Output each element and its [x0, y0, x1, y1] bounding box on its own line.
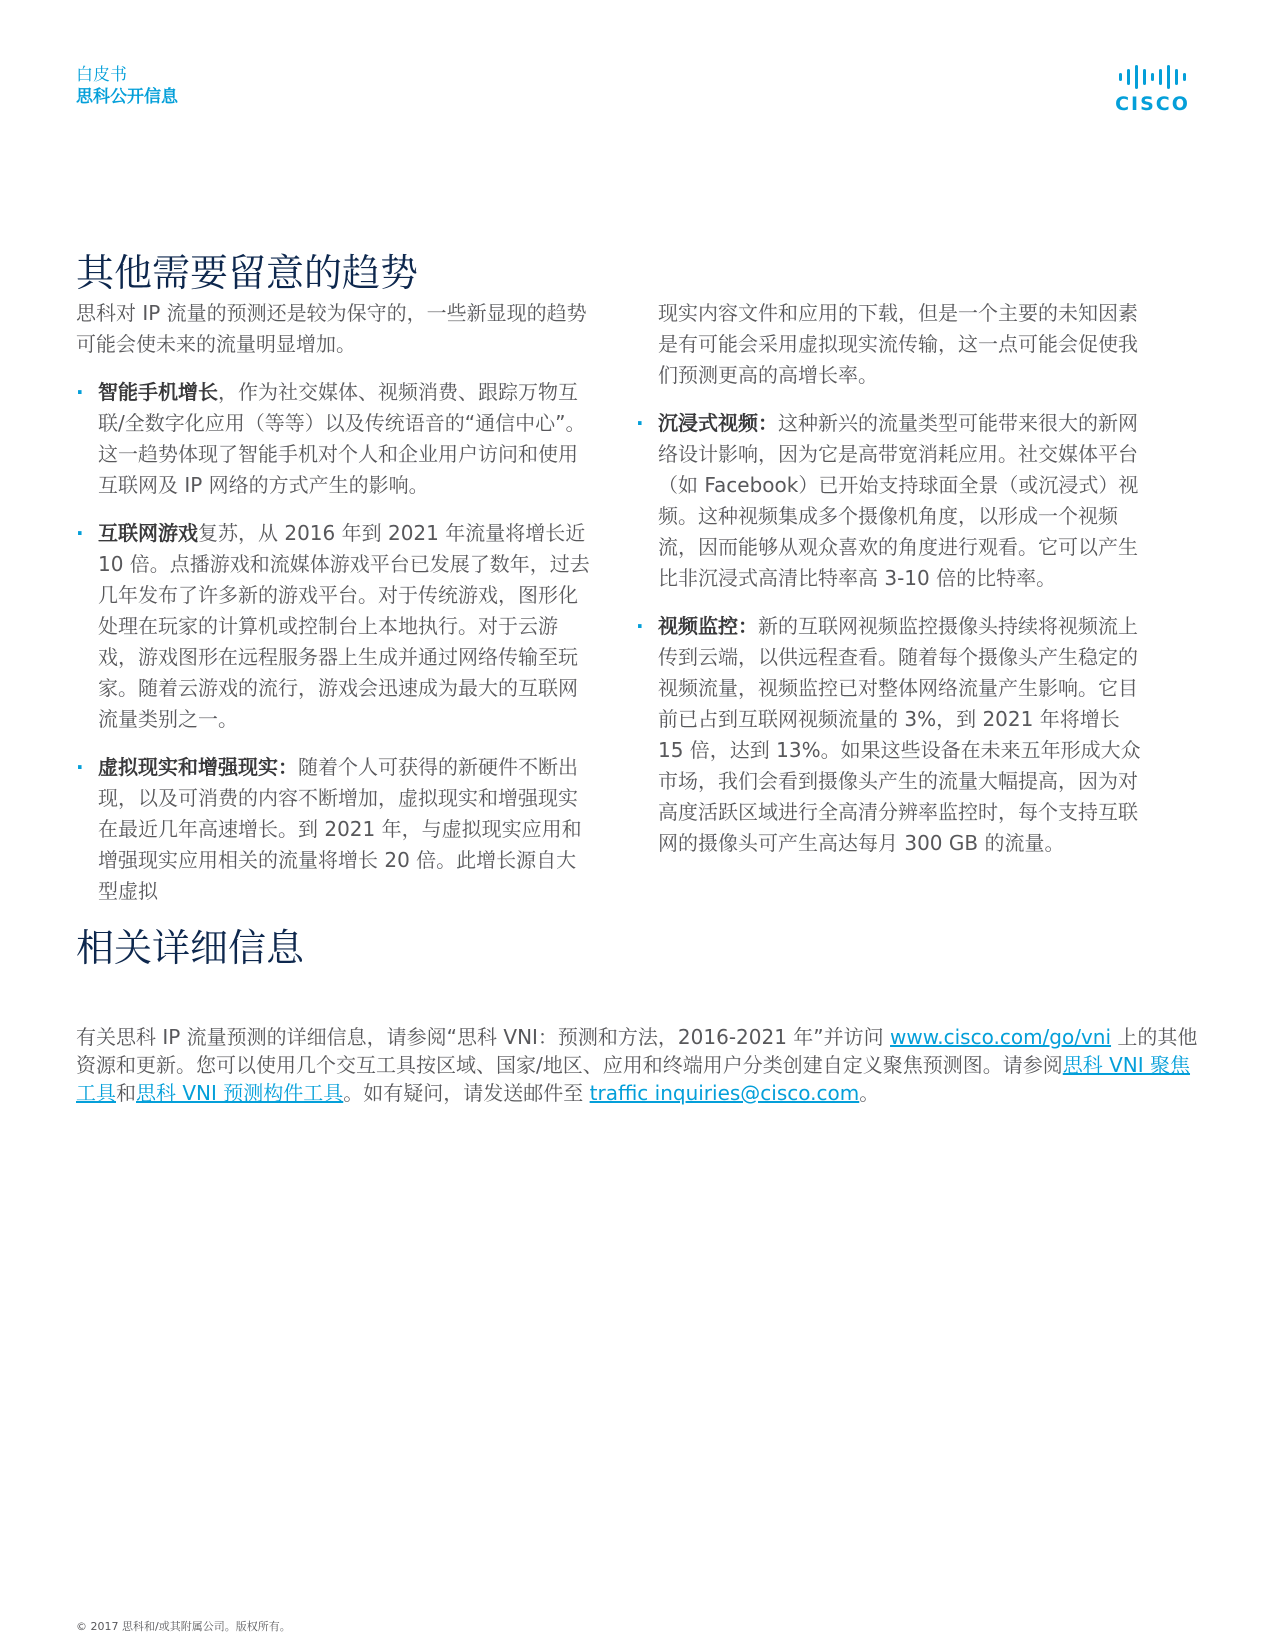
- bullet-text: 复苏，从 2016 年到 2021 年流量将增长近 10 倍。点播游戏和流媒体游戏平台已发展了数年，过去几年发布了许多新的游戏平台。对于传统游戏，图形化处理在玩家的计算机或控制台上本地执行。对于云游戏，游戏图形在远程服务器上生成并通过网络传输至玩家。随着云游戏的流行，游戏会迅速成为最大的互联网流量类别之一。: [98, 521, 590, 731]
- list-item: [636, 611, 1151, 859]
- cisco-logo-text: CISCO: [1115, 93, 1190, 115]
- bullet-lead: 视频监控：: [658, 614, 758, 638]
- info-text: 有关思科 IP 流量预测的详细信息，请参阅“思科 VNI：预测和方法，2016-2021 年”并访问: [76, 1025, 891, 1049]
- cisco-logo: [1105, 64, 1200, 116]
- doc-type-label: 白皮书: [76, 65, 127, 85]
- copyright-footer: © 2017 思科和/或其附属公司。版权所有。: [76, 1620, 291, 1633]
- list-item: [636, 408, 1151, 594]
- bullet-icon: ·: [636, 614, 644, 638]
- continuation-text: 现实内容文件和应用的下载，但是一个主要的未知因素是有可能会采用虚拟现实流传输，这一点可能会促使我们预测更高的高增长率。: [658, 301, 1138, 387]
- vni-focus-tool-link[interactable]: 思科 VNI 聚焦工具: [76, 1053, 1191, 1105]
- section-title-trends: 其他需要留意的趋势: [76, 251, 419, 295]
- section-intro: 思科对 IP 流量的预测还是较为保守的，一些新显现的趋势可能会使未来的流量明显增加。: [76, 301, 587, 356]
- bullet-text: ，作为社交媒体、视频消费、跟踪万物互联/全数字化应用（等等）以及传统语音的“通信中心”。这一趋势体现了智能手机对个人和企业用户访问和使用互联网及 IP 网络的方式产生的影响。: [98, 380, 586, 497]
- info-text: 上的其他资源和更新。您可以使用几个交互工具按区域、国家/地区、应用和终端用户分类创建自定义聚焦预测图。请参阅: [76, 1025, 1198, 1077]
- bullet-lead: 虚拟现实和增强现实：: [98, 755, 298, 779]
- left-column: [76, 298, 596, 907]
- bullet-text: 这种新兴的流量类型可能带来很大的新网络设计影响，因为它是高带宽消耗应用。社交媒体平台（如 Facebook）已开始支持球面全景（或沉浸式）视频。这种视频集成多个摄像机角度，以形成一个视频流，因而能够从观众喜欢的角度进行观看。它可以产生比非沉浸式高清比特率高 3-10 倍的比特率。: [658, 411, 1139, 590]
- vni-website-link[interactable]: www.cisco.com/go/vni: [890, 1025, 1112, 1049]
- info-text: 。如有疑问，请发送邮件至: [343, 1081, 590, 1105]
- list-item: [76, 377, 596, 501]
- info-text: 。: [859, 1081, 880, 1105]
- bullet-icon: ·: [76, 521, 84, 545]
- doc-classification-label: 思科公开信息: [76, 87, 178, 107]
- list-item: [76, 752, 596, 907]
- more-info-paragraph: [76, 1023, 1206, 1107]
- bullet-lead: 智能手机增长: [98, 380, 218, 404]
- list-item: [76, 518, 596, 735]
- bullet-text: 新的互联网视频监控摄像头持续将视频流上传到云端，以供远程查看。随着每个摄像头产生稳定的视频流量，视频监控已对整体网络流量产生影响。它目前已占到互联网视频流量的 3%，到 2021 年将增长 15 倍，达到 13%。如果这些设备在未来五年形成大众市场，我们会看到摄像头产生的流量大幅提高，因为对高度活跃区域进行全高清分辨率监控时，每个支持互联网的摄像头可产生高达每月 300 GB 的流量。: [658, 614, 1141, 855]
- bullet-icon: ·: [76, 380, 84, 404]
- bullet-icon: ·: [76, 755, 84, 779]
- vni-widget-tool-link[interactable]: 思科 VNI 预测构件工具: [136, 1081, 344, 1105]
- right-column: [636, 298, 1151, 859]
- bullet-text: 随着个人可获得的新硬件不断出现，以及可消费的内容不断增加，虚拟现实和增强现实在最近几年高速增长。到 2021 年，与虚拟现实应用和增强现实应用相关的流量将增长 20 倍。此增长源自大型虚拟: [98, 755, 582, 903]
- info-text: 和: [116, 1081, 136, 1105]
- bullet-icon: ·: [636, 411, 644, 435]
- section-title-more-info: 相关详细信息: [76, 926, 305, 970]
- document-header: [76, 64, 178, 108]
- bullet-lead: 沉浸式视频：: [658, 411, 778, 435]
- cisco-logo-bars-icon: [1105, 64, 1200, 90]
- email-link[interactable]: traffic inquiries@cisco.com: [589, 1081, 860, 1105]
- bullet-lead: 互联网游戏: [98, 521, 198, 545]
